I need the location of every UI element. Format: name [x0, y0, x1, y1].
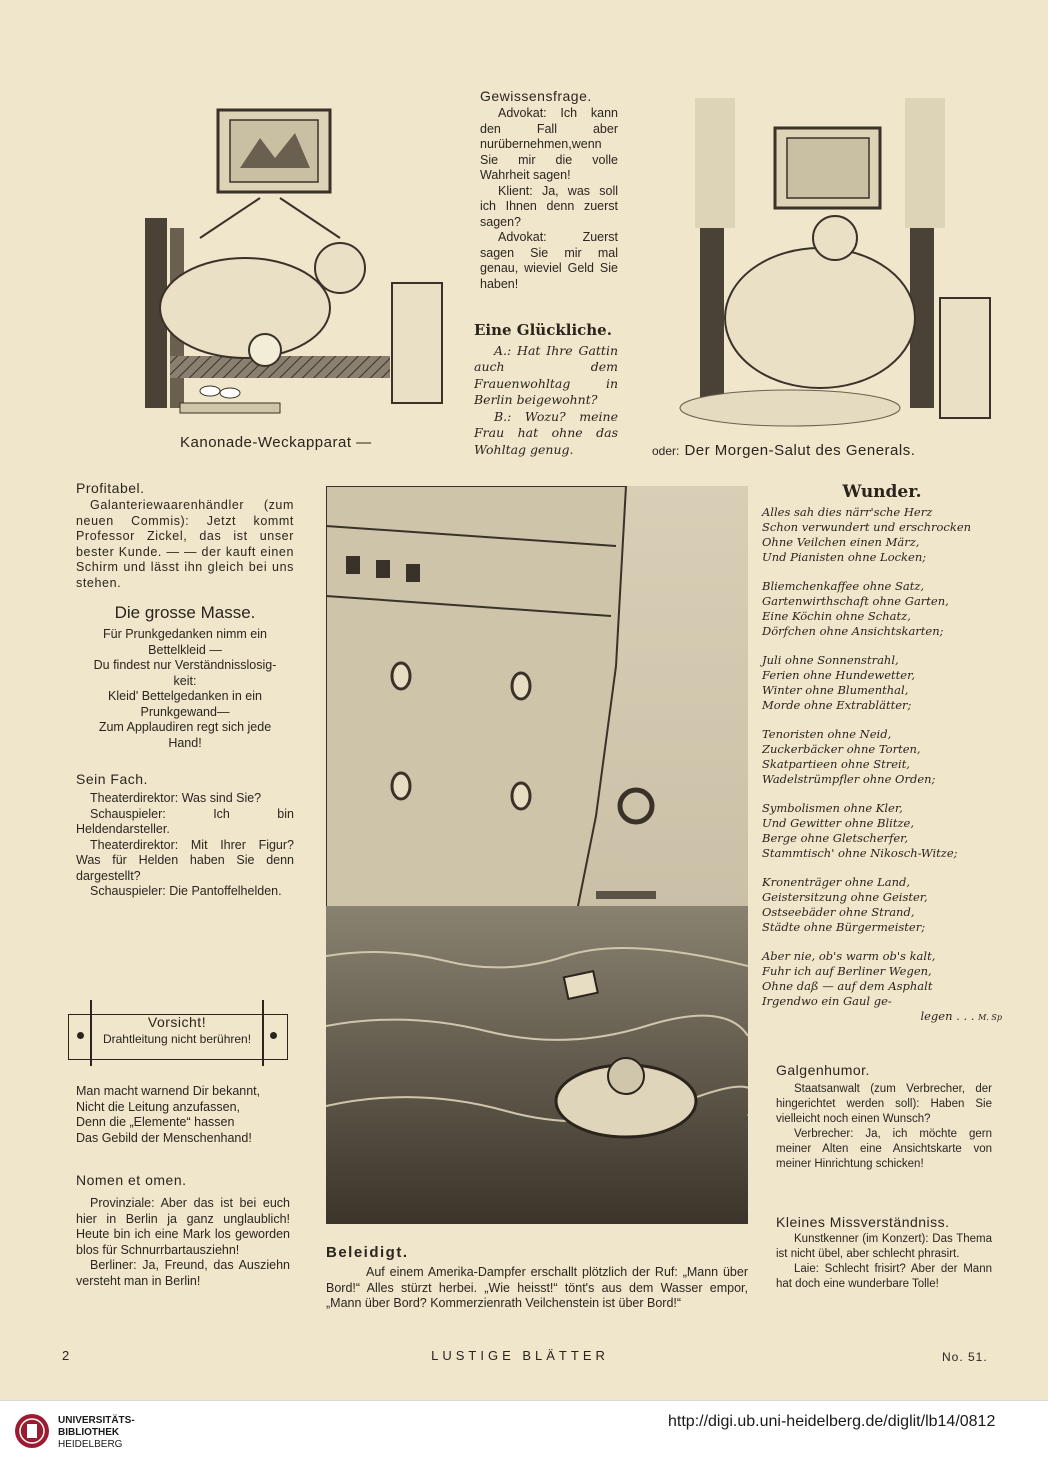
- issue-number: No. 51.: [942, 1350, 988, 1364]
- library-name-line-1: UNIVERSITÄTS-: [58, 1415, 135, 1426]
- heading-nomen: Nomen et omen.: [76, 1172, 187, 1188]
- wunder-stanza-6-line-4: Städte ohne Bürgermeister;: [762, 919, 926, 934]
- wunder-stanza-4-line-2: Zuckerbäcker ohne Torten,: [762, 741, 921, 756]
- wunder-stanza-4-line-3: Skatpartieen ohne Streit,: [762, 756, 910, 771]
- illustration-ship: [326, 486, 748, 1224]
- page-number: 2: [62, 1348, 70, 1363]
- grosse-masse-line-8: Hand!: [168, 735, 202, 750]
- left-column: [76, 480, 294, 900]
- wunder-stanza-3-line-1: Juli ohne Sonnenstrahl,: [762, 652, 899, 667]
- wunder-stanza-6-line-3: Ostseebäder ohne Strand,: [762, 904, 915, 919]
- gluckliche-line-1: A.: Hat Ihre Gattin auch dem Frauenwohltag in Berlin beigewohnt?: [474, 342, 618, 407]
- section-gewissensfrage: [480, 88, 618, 292]
- wunder-stanza-7-line-3: Ohne daß — auf dem Asphalt: [762, 978, 933, 993]
- wunder-stanza-6-line-2: Geistersitzung ohne Geister,: [762, 889, 928, 904]
- wunder-final-line: legen . . .: [920, 1008, 975, 1023]
- heading-gluckliche: Eine Glückliche.: [474, 321, 612, 339]
- wunder-stanza-7-line-2: Fuhr ich auf Berliner Wegen,: [762, 963, 932, 978]
- galgenhumor-line-2: Verbrecher: Ja, ich möchte gern meiner Alten eine Ansichtskarte von meiner Hinrichtung schicken!: [776, 1128, 992, 1170]
- section-beleidigt: [326, 1244, 748, 1312]
- vorsicht-verse-line-3: Denn die „Elemente“ hassen: [76, 1115, 235, 1129]
- nomen-line-1: Provinziale: Aber das ist bei euch hier in Berlin ja ganz unglaublich! Heute bin ich eine Mark los geworden blos für Schnurrbartausziehn!: [76, 1196, 290, 1257]
- vorsicht-verse-line-1: Man macht warnend Dir bekannt,: [76, 1084, 261, 1098]
- grosse-masse-line-7: Zum Applaudiren regt sich jede: [98, 720, 272, 734]
- section-missverstandnis: [776, 1214, 992, 1292]
- wunder-stanza-1-line-2: Schon verwundert und erschrocken: [762, 519, 972, 534]
- section-nomen: [76, 1172, 290, 1289]
- university-seal-icon: [14, 1413, 50, 1449]
- wunder-stanza-1-line-1: Alles sah dies närr'sche Herz: [762, 504, 933, 519]
- sein-fach-line-1: Theaterdirektor: Was sind Sie?: [90, 791, 262, 805]
- sein-fach-line-4: Schauspieler: Die Pantoffelhelden.: [90, 884, 282, 898]
- wunder-stanza-2-line-2: Gartenwirthschaft ohne Garten,: [762, 593, 949, 608]
- wunder-stanza-3-line-2: Ferien ohne Hundewetter,: [762, 667, 915, 682]
- wunder-stanza-5-line-3: Berge ohne Gletscherfer,: [762, 830, 909, 845]
- section-wunder: [762, 484, 1002, 1025]
- missverstandnis-line-2: Laie: Schlecht frisirt? Aber der Mann hat doch eine wunderbare Tolle!: [776, 1263, 992, 1290]
- wunder-stanza-2-line-3: Eine Köchin ohne Schatz,: [762, 608, 911, 623]
- sein-fach-line-3: Theaterdirektor: Mit Ihrer Figur? Was für Helden haben Sie denn dargestellt?: [76, 837, 294, 883]
- wunder-stanza-7-line-4: Irgendwo ein Gaul ge-: [762, 993, 892, 1008]
- magazine-name: LUSTIGE BLÄTTER: [431, 1348, 609, 1363]
- library-name-line-2: BIBLIOTHEK: [58, 1427, 120, 1438]
- wunder-stanza-1-line-3: Ohne Veilchen einen März,: [762, 534, 920, 549]
- caption-right-text: Der Morgen-Salut des Generals.: [684, 442, 916, 459]
- grosse-masse-line-3: Du findest nur Verständnisslosig-: [93, 658, 277, 672]
- sein-fach-line-2: Schauspieler: Ich bin Heldendarsteller.: [76, 806, 294, 836]
- wunder-signature: M. Sp: [978, 1012, 1002, 1022]
- heading-gewissensfrage: Gewissensfrage.: [480, 88, 592, 104]
- vorsicht-verse-line-4: Das Gebild der Menschenhand!: [76, 1130, 252, 1145]
- heading-wunder: Wunder.: [842, 482, 922, 502]
- vorsicht-title: Vorsicht!: [147, 1014, 207, 1030]
- gewissensfrage-line-3: Advokat: Zuerst sagen Sie mir mal genau, wieviel Geld Sie haben!: [480, 230, 618, 291]
- caption-right: [652, 440, 915, 460]
- heading-galgenhumor: Galgenhumor.: [776, 1062, 870, 1078]
- caption-left: Kanonade-Weckapparat —: [180, 434, 372, 451]
- beleidigt-text: Auf einem Amerika-Dampfer erschallt plötzlich der Ruf: „Mann über Bord!“ Alles stürzt herbei. „Wie heisst!“ tönt's aus dem Wasser empor, „Mann über Bord? Kommerzienrath Veilchenstein ist über Bord!“: [326, 1265, 748, 1310]
- nomen-line-2: Berliner: Ja, Freund, das Ausziehn versteht man in Berlin!: [76, 1258, 290, 1288]
- library-name: [58, 1415, 135, 1451]
- grosse-masse-line-2: Bettelkleid —: [148, 642, 222, 657]
- grosse-masse-line-1: Für Prunkgedanken nimm ein: [103, 627, 267, 641]
- wunder-stanza-3-line-4: Morde ohne Extrablätter;: [762, 697, 912, 712]
- missverstandnis-line-1: Kunstkenner (im Konzert): Das Thema ist nicht übel, aber schlecht phrasirt.: [776, 1233, 992, 1260]
- galgenhumor-line-1: Staatsanwalt (zum Verbrecher, der hingerichtet werden soll): Haben Sie vielleicht noch einen Wunsch?: [776, 1083, 992, 1125]
- grosse-masse-line-4: keit:: [173, 673, 197, 688]
- heading-grosse-masse: Die grosse Masse.: [114, 603, 256, 622]
- wunder-stanza-5-line-1: Symbolismen ohne Kler,: [762, 800, 903, 815]
- illustration-morgen-salut: [640, 88, 1000, 438]
- profitabel-text: Galanteriewaarenhändler (zum neuen Commis): Jetzt kommt Professor Zickel, das ist unser bester Kunde. — — der kauft einen Schirm und lässt ihn gleich bei uns stehen.: [76, 498, 294, 590]
- vorsicht-box: [68, 1000, 286, 1066]
- library-name-line-3: HEIDELBERG: [58, 1439, 123, 1450]
- section-gluckliche: [474, 322, 618, 458]
- grosse-masse-line-5: Kleid' Bettelgedanken in ein: [108, 689, 262, 703]
- heading-missverstandnis: Kleines Missverständniss.: [776, 1214, 950, 1230]
- illustration-kanonade: [60, 88, 450, 428]
- section-galgenhumor: [776, 1062, 992, 1172]
- wunder-stanza-1-line-4: Und Pianisten ohne Locken;: [762, 549, 927, 564]
- wunder-stanza-2-line-4: Dörfchen ohne Ansichtskarten;: [762, 623, 944, 638]
- wunder-stanza-5-line-2: Und Gewitter ohne Blitze,: [762, 815, 914, 830]
- gewissensfrage-line-1: Advokat: Ich kann den Fall aber nurübernehmen,wenn Sie mir die volle Wahrheit sagen!: [480, 106, 618, 182]
- wunder-stanza-3-line-3: Winter ohne Blumenthal,: [762, 682, 909, 697]
- wunder-stanza-7-line-1: Aber nie, ob's warm ob's kalt,: [762, 948, 936, 963]
- grosse-masse-line-6: Prunkgewand—: [140, 704, 230, 719]
- wunder-stanza-6-line-1: Kronenträger ohne Land,: [762, 874, 911, 889]
- wunder-stanza-4-line-4: Wadelstrümpfler ohne Orden;: [762, 771, 936, 786]
- caption-right-prefix: oder:: [652, 444, 680, 458]
- wunder-stanza-2-line-1: Bliemchenkaffee ohne Satz,: [762, 578, 925, 593]
- vorsicht-subtitle: Drahtleitung nicht berühren!: [102, 1032, 252, 1046]
- heading-sein-fach: Sein Fach.: [76, 771, 148, 787]
- digital-library-link[interactable]: http://digi.ub.uni-heidelberg.de/diglit/lb14/0812: [668, 1413, 996, 1430]
- wunder-stanza-5-line-4: Stammtisch' ohne Nikosch-Witze;: [762, 845, 958, 860]
- library-footer: [0, 1400, 1048, 1476]
- vorsicht-verse: [76, 1084, 294, 1146]
- gewissensfrage-line-2: Klient: Ja, was soll ich Ihnen denn zuerst sagen?: [480, 183, 618, 229]
- heading-beleidigt: Beleidigt.: [326, 1244, 409, 1261]
- gluckliche-line-2: B.: Wozu? meine Frau hat ohne das Wohltag genug.: [474, 408, 618, 457]
- vorsicht-verse-line-2: Nicht die Leitung anzufassen,: [76, 1099, 240, 1114]
- wunder-stanza-4-line-1: Tenoristen ohne Neid,: [762, 726, 892, 741]
- heading-profitabel: Profitabel.: [76, 480, 145, 496]
